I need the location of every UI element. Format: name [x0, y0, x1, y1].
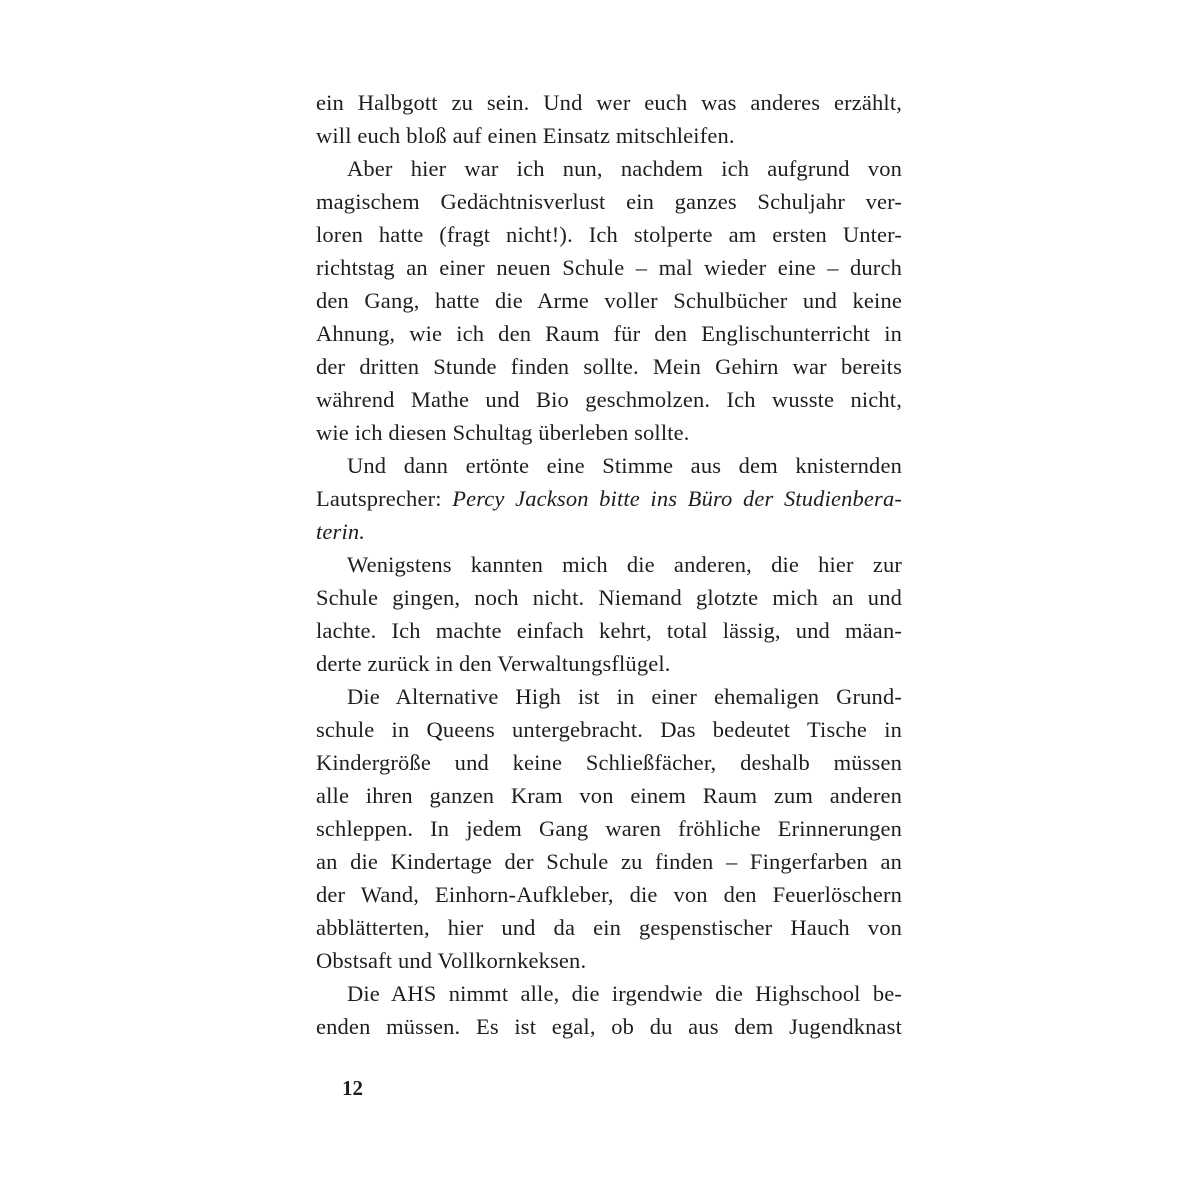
- text-line: Und dann ertönte eine Stimme aus dem knisternden: [347, 453, 902, 478]
- text-line: schule in Queens untergebracht. Das bedeutet Tische in: [316, 717, 902, 742]
- text-line: magischem Gedächtnisverlust ein ganzes Schuljahr ver-: [316, 189, 902, 214]
- text-line: ein Halbgott zu sein. Und wer euch was anderes erzählt,: [316, 90, 902, 115]
- text-line: wie ich diesen Schultag überleben sollte.: [316, 420, 690, 445]
- text-line: [316, 482, 902, 515]
- text-line: Aber hier war ich nun, nachdem ich aufgrund von: [347, 156, 902, 181]
- text-line: alle ihren ganzen Kram von einem Raum zum anderen: [316, 783, 902, 808]
- text-line: enden müssen. Es ist egal, ob du aus dem Jugendknast: [316, 1014, 902, 1039]
- speaker-label: Lautsprecher:: [316, 486, 442, 511]
- text-line: [316, 515, 902, 548]
- text-line: richtstag an einer neuen Schule – mal wieder eine – durch: [316, 255, 902, 280]
- text-line: Obstsaft und Vollkornkeksen.: [316, 948, 587, 973]
- italic-announcement-end: terin.: [316, 519, 366, 544]
- text-line: der dritten Stunde finden sollte. Mein Gehirn war bereits: [316, 354, 902, 379]
- page-number: 12: [342, 1076, 363, 1100]
- text-line: Die Alternative High ist in einer ehemaligen Grund-: [347, 684, 902, 709]
- text-line: Wenigstens kannten mich die anderen, die hier zur: [347, 552, 902, 577]
- text-line: Kindergröße und keine Schließfächer, deshalb müssen: [316, 750, 902, 775]
- text-line: der Wand, Einhorn-Aufkleber, die von den Feuerlöschern: [316, 882, 902, 907]
- text-line: den Gang, hatte die Arme voller Schulbücher und keine: [316, 288, 902, 313]
- text-line: Die AHS nimmt alle, die irgendwie die Highschool be-: [347, 981, 902, 1006]
- text-line: an die Kindertage der Schule zu finden – Fingerfarben an: [316, 849, 902, 874]
- italic-announcement: Percy Jackson bitte ins Büro der Studienbera-: [452, 486, 902, 511]
- text-line: Ahnung, wie ich den Raum für den Englischunterricht in: [316, 321, 902, 346]
- text-line: Schule gingen, noch nicht. Niemand glotzte mich an und: [316, 585, 902, 610]
- text-line: schleppen. In jedem Gang waren fröhliche Erinnerungen: [316, 816, 902, 841]
- text-line: will euch bloß auf einen Einsatz mitschleifen.: [316, 123, 735, 148]
- text-line: abblätterten, hier und da ein gespenstischer Hauch von: [316, 915, 902, 940]
- text-line: derte zurück in den Verwaltungsflügel.: [316, 651, 671, 676]
- text-line: loren hatte (fragt nicht!). Ich stolperte am ersten Unter-: [316, 222, 902, 247]
- text-line: lachte. Ich machte einfach kehrt, total lässig, und mäan-: [316, 618, 902, 643]
- text-line: während Mathe und Bio geschmolzen. Ich wusste nicht,: [316, 387, 902, 412]
